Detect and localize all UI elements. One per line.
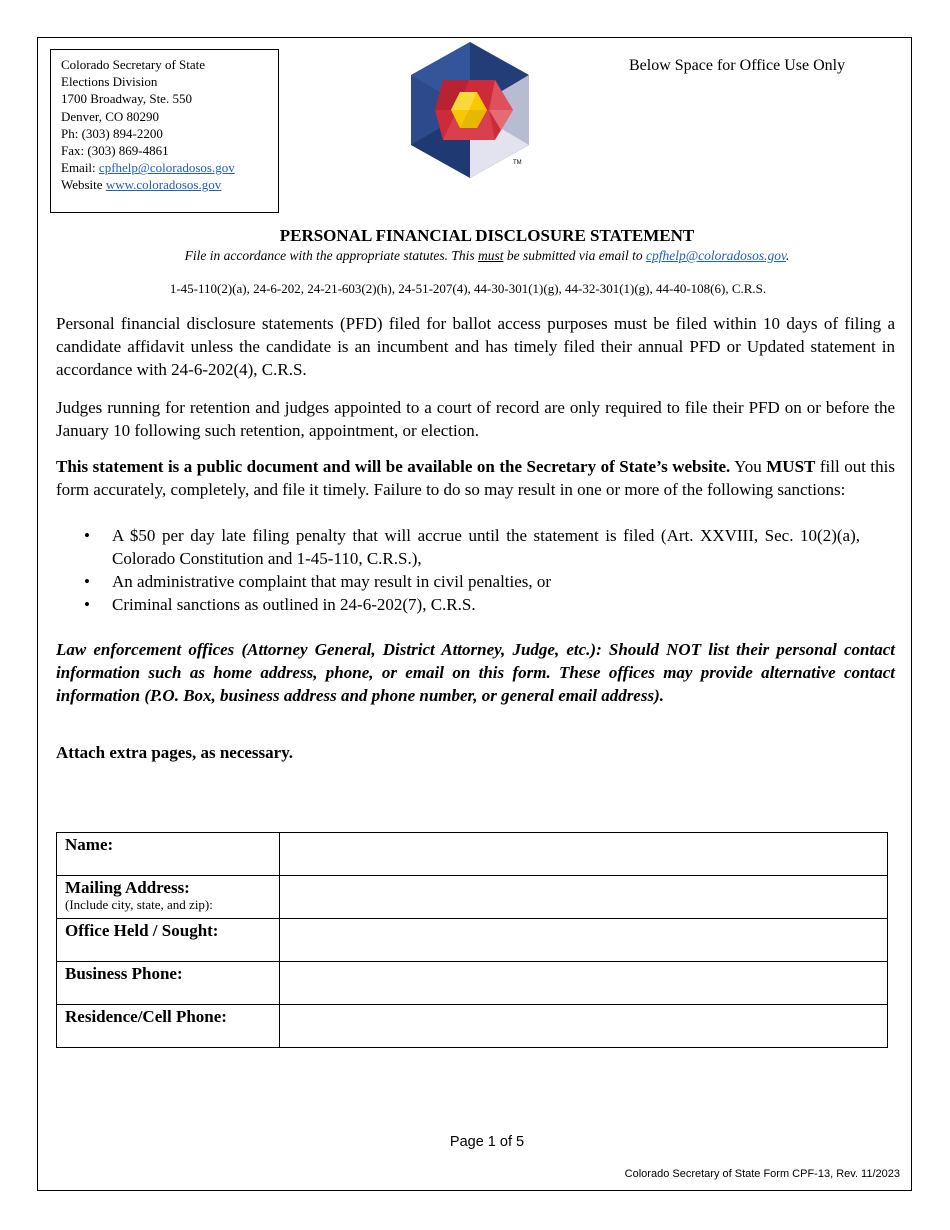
public-document-warning: This statement is a public document and will be available on the Secretary of State’s website. [56,457,731,476]
business-phone-label: Business Phone: [57,962,280,1005]
subtitle-email-link[interactable]: cpfhelp@coloradosos.gov [645,248,786,263]
agency-line: Colorado Secretary of State [61,57,206,72]
agency-line: Elections Division [61,74,158,90]
email-label: Email: [61,160,99,176]
trademark-symbol: TM [513,160,522,166]
subtitle-end: . [786,248,790,263]
p3-must: MUST [766,457,816,476]
office-label: Office Held / Sought: [57,919,280,962]
sanction-item: • An administrative complaint that may result in civil penalties, or [84,570,860,593]
subtitle-text-1: File in accordance with the appropriate statutes. This [184,248,478,263]
agency-website-row [61,176,278,193]
filing-instructions [0,248,950,264]
filer-info-table [56,832,888,1048]
colorado-sos-hexagon-logo-icon [405,40,535,180]
law-enforcement-notice: Law enforcement offices (Attorney General, District Attorney, Judge, etc.): Should NOT list their personal contact information such as home address, phone, or email on this form. These offices may provide alternative contact information (P.O. Box, business address and phone number, or general email address). [56,640,895,705]
mailing-address-label: Mailing Address: [65,878,190,897]
table-row [57,876,888,919]
office-field[interactable] [280,919,888,962]
mailing-address-hint: (Include city, state, and zip): [65,897,213,912]
mailing-address-field[interactable] [280,876,888,919]
judges-paragraph: Judges running for retention and judges appointed to a court of record are only required to file their PFD on or before the January 10 following such retention, appointment, or election. [56,398,895,440]
agency-address-block [50,49,279,213]
residence-phone-field[interactable] [280,1005,888,1048]
agency-line: Denver, CO 80290 [61,108,160,124]
business-phone-field[interactable] [280,962,888,1005]
sanctions-list [84,524,860,616]
table-row [57,1005,888,1048]
sanction-item: • Criminal sanctions as outlined in 24-6-202(7), C.R.S. [84,593,860,616]
subtitle-must: must [477,248,504,263]
office-use-label: Below Space for Office Use Only [629,57,846,74]
agency-phone: Ph: (303) 894-2200 [61,125,163,141]
website-label: Website [61,177,106,193]
public-document-paragraph [56,455,895,501]
subtitle-text-2: be submitted via email to [503,248,646,263]
table-row [57,833,888,876]
colorado-sos-logo [405,40,535,180]
name-label: Name: [57,833,280,876]
table-row [57,919,888,962]
agency-fax: Fax: (303) 869-4861 [61,143,169,159]
sanction-item: • A $50 per day late filing penalty that will accrue until the statement is filed (Art. XXVIII, Sec. 10(2)(a), Colorado Constitution and 1-45-110, C.R.S.), [84,524,860,570]
p3-rest: fill out this form accurately, completely, and file it timely. Failure to do so may result in one or more of the following sanctions: [56,457,895,499]
agency-website-link[interactable]: www.coloradosos.gov [105,177,222,193]
agency-line: 1700 Broadway, Ste. 550 [61,91,192,107]
name-field[interactable] [280,833,888,876]
page-title: PERSONAL FINANCIAL DISCLOSURE STATEMENT [279,226,695,245]
form-revision-footer: Colorado Secretary of State Form CPF-13, Rev. 11/2023 [624,1168,900,1180]
mailing-address-label-cell [57,876,280,919]
pfd-timing-paragraph: Personal financial disclosure statements (PFD) filed for ballot access purposes must be filed within 10 days of filing a candidate affidavit unless the candidate is an incumbent and has timely filed their annual PFD or Updated statement in accordance with 24-6-202(4), C.R.S. [56,314,895,379]
p3-you: You [730,457,767,476]
attach-pages-note: Attach extra pages, as necessary. [56,743,294,762]
residence-phone-label: Residence/Cell Phone: [57,1005,280,1048]
agency-email-link[interactable]: cpfhelp@coloradosos.gov [98,160,235,176]
table-row [57,962,888,1005]
agency-email-row [61,159,278,176]
page-number: Page 1 of 5 [449,1134,525,1150]
statute-references: 1-45-110(2)(a), 24-6-202, 24-21-603(2)(h), 24-51-207(4), 44-30-301(1)(g), 44-32-301(1)(g), 44-40-108(6), C.R.S. [169,281,767,296]
